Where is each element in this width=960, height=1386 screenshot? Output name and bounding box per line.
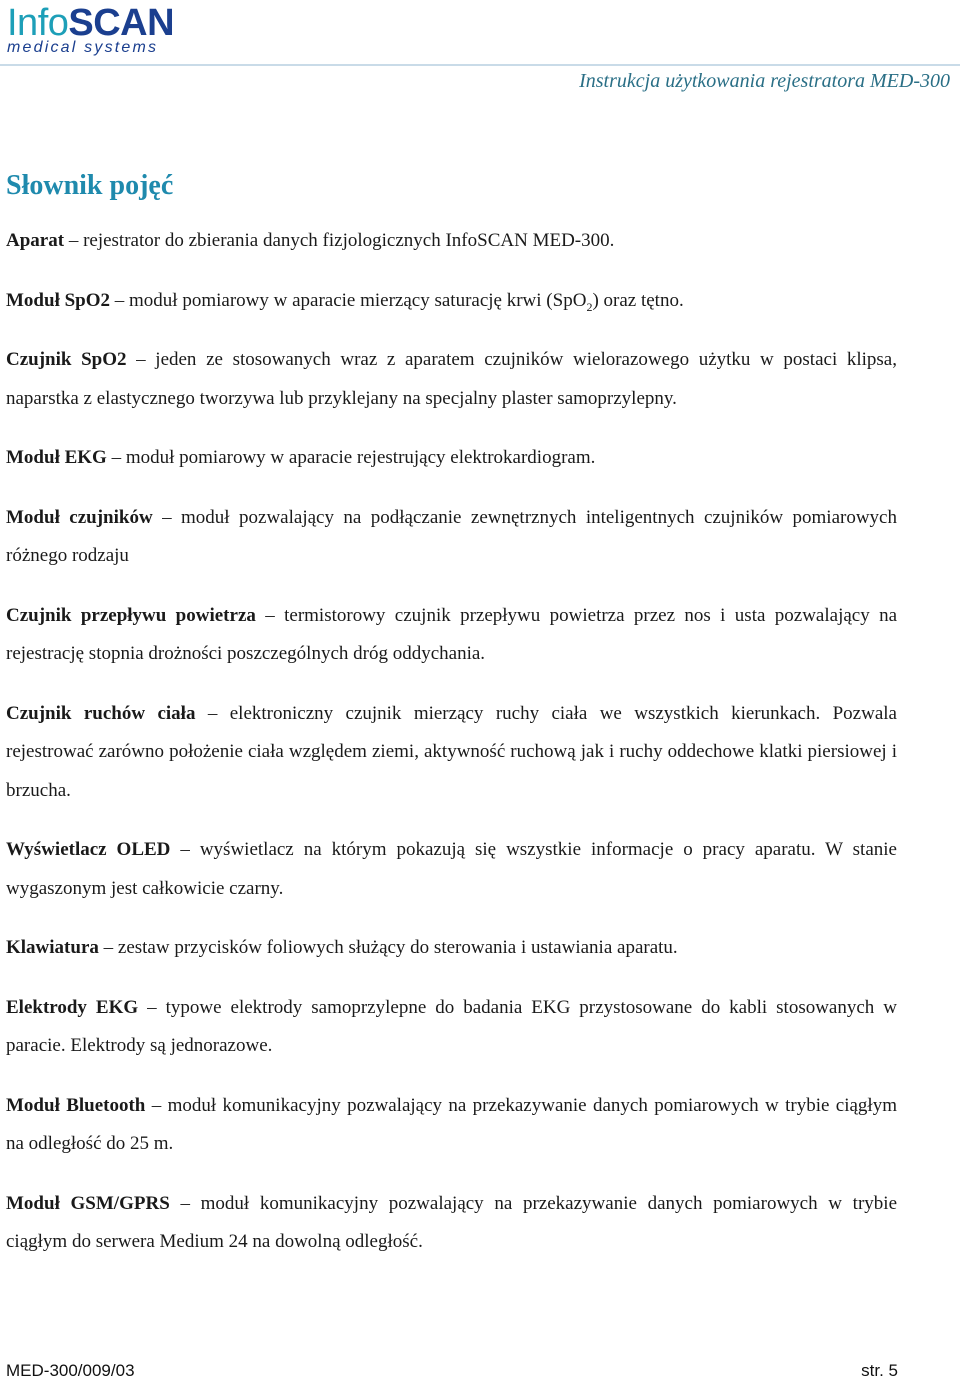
- glossary-definition: – moduł komunikacyjny pozwalający na przekazywanie danych pomiarowych w trybie ciągłym do serwera Medium 24 na dowolną odległość.: [6, 1192, 897, 1252]
- glossary-entry: [6, 222, 897, 261]
- glossary-definition-end: ) oraz tętno.: [592, 289, 684, 311]
- glossary-definition: – elektroniczny czujnik mierzący ruchy ciała we wszystkich kierunkach. Pozwala rejestrować zarówno położenie ciała względem ziemi, aktywność ruchową jak i ruchy oddechowe klatki piersiowej i brzucha.: [6, 702, 897, 801]
- glossary-term: Wyświetlacz OLED: [6, 839, 171, 860]
- glossary-entry: [6, 499, 897, 576]
- glossary-entry: [6, 1087, 897, 1164]
- glossary-entry: [6, 831, 897, 908]
- glossary-definition: – termistorowy czujnik przepływu powietrza przez nos i usta pozwalający na rejestrację stopnia drożności poszczególnych dróg oddychania.: [6, 604, 898, 664]
- glossary-term: Czujnik przepływu powietrza: [6, 604, 256, 626]
- logo-info-text: Info: [7, 2, 69, 44]
- glossary-entry: [6, 597, 897, 674]
- glossary-entry: [6, 929, 897, 968]
- header-divider: [0, 64, 960, 66]
- subscript: 2: [586, 299, 593, 314]
- glossary-term: Moduł SpO2: [6, 289, 111, 311]
- glossary-term: Czujnik ruchów ciała: [6, 702, 196, 724]
- logo-subtitle: medical systems: [7, 39, 159, 56]
- glossary-entry: [6, 989, 897, 1066]
- glossary-definition: – moduł pozwalający na podłączanie zewnętrznych inteligentnych czujników pomiarowych różnego rodzaju: [6, 506, 897, 566]
- glossary-term: Moduł EKG: [6, 447, 107, 468]
- glossary-entry: [6, 1185, 897, 1262]
- glossary-term: Czujnik SpO2: [6, 349, 127, 370]
- glossary-definition: – jeden ze stosowanych wraz z aparatem czujników wielorazowego użytku w postaci klipsa, naparstka z elastycznego tworzywa lub przyklejany na specjalny plaster samoprzylepny.: [6, 349, 897, 409]
- logo-wordmark: [7, 2, 175, 44]
- page-heading: Słownik pojęć: [6, 170, 174, 201]
- glossary-entry: [6, 439, 897, 478]
- document-title: Instrukcja użytkowania rejestratora MED-300: [579, 70, 950, 92]
- glossary-definition: – moduł komunikacyjny pozwalający na przekazywanie danych pomiarowych w trybie ciągłym na odległość do 25 m.: [6, 1094, 897, 1154]
- glossary-definition: – moduł pomiarowy w aparacie mierzący saturację krwi (SpO: [110, 289, 587, 311]
- glossary-definition: – wyświetlacz na którym pokazują się wszystkie informacje o pracy aparatu. W stanie wygaszonym jest całkowicie czarny.: [6, 839, 897, 899]
- glossary-term: Elektrody EKG: [6, 996, 139, 1018]
- glossary-definition: – typowe elektrody samoprzylepne do badania EKG przystosowane do kabli stosowanych w paracie. Elektrody są jednorazowe.: [6, 996, 897, 1056]
- glossary-definition: – zestaw przycisków foliowych służący do sterowania i ustawiania aparatu.: [98, 937, 678, 958]
- glossary-definition: – moduł pomiarowy w aparacie rejestrujący elektrokardiogram.: [106, 447, 596, 468]
- glossary-entry: [6, 695, 897, 811]
- footer-page-number: str. 5: [861, 1361, 898, 1380]
- glossary-entry: [6, 341, 897, 418]
- glossary-term: Moduł GSM/GPRS: [6, 1192, 170, 1214]
- footer-document-number: MED-300/009/03: [6, 1361, 135, 1380]
- glossary-list: [6, 222, 897, 1283]
- glossary-term: Moduł Bluetooth: [6, 1094, 146, 1116]
- glossary-term: Aparat: [6, 230, 65, 251]
- logo-scan-text: SCAN: [68, 2, 175, 44]
- glossary-term: Klawiatura: [6, 937, 99, 958]
- glossary-entry: [6, 282, 897, 321]
- company-logo: [7, 2, 175, 56]
- glossary-definition: – rejestrator do zbierania danych fizjologicznych InfoSCAN MED-300.: [64, 230, 615, 251]
- glossary-term: Moduł czujników: [6, 506, 153, 528]
